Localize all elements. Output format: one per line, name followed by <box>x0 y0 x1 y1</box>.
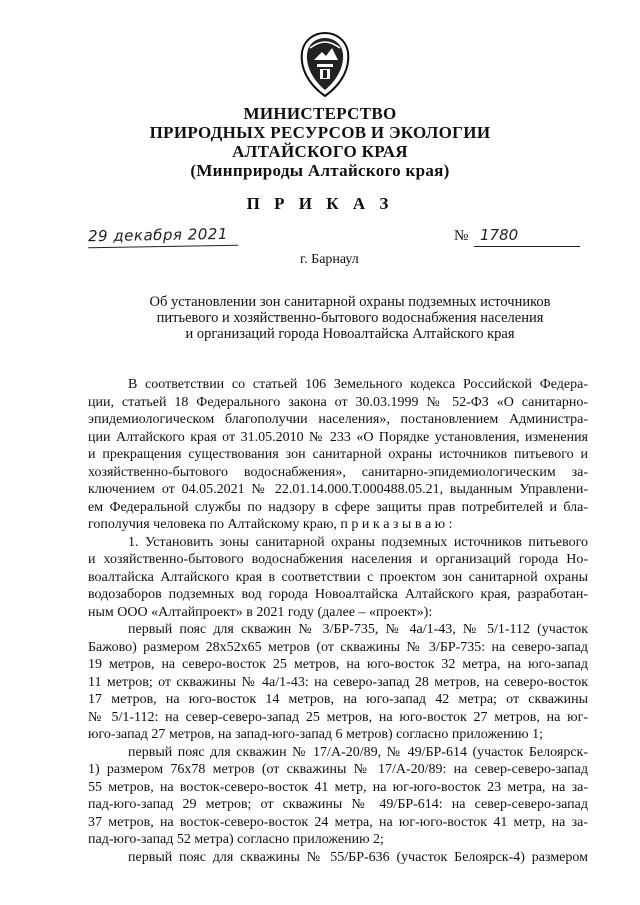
ministry-line: МИНИСТЕРСТВО <box>243 104 397 123</box>
ministry-line: (Минприроды Алтайского края) <box>190 161 450 180</box>
body-line: юго-запад 27 метров, на запад-юго-запад 6 метров) согласно приложению 1; <box>88 727 543 742</box>
order-subject <box>130 294 570 342</box>
handwritten-number: 1780 <box>480 226 519 244</box>
body-line: первый пояс для скважин № 3/БР-735, № 4а/1-43, № 5/1-112 (участок <box>128 622 588 637</box>
body-line: первый пояс для скважин № 17/А-20/89, № 49/БР-614 (участок Белоярск- <box>128 744 588 760</box>
ministry-name <box>0 104 640 180</box>
body-line: Бажово) размером 28x52x65 метров (от скважины № 3/БР-735: на северо-запад <box>88 639 588 655</box>
body-line: пад-юго-запад 52 метра) согласно приложению 2; <box>88 832 384 847</box>
body-line: и хозяйственно-бытового водоснабжения населения и организаций города Но- <box>88 552 588 567</box>
body-line: ции Алтайского края от 31.05.2010 № 233 «О Порядке установления, изменения <box>88 429 588 445</box>
body-line: 37 метров, на восток-северо-восток 24 метра, на юг-юго-восток 41 метр, на за- <box>88 814 588 830</box>
body-line: 55 метров, на восток-северо-восток 41 метр, на юг-юго-восток 23 метра, на за- <box>88 779 588 795</box>
body-line: ным ООО «Алтайпроект» в 2021 году (далее – «проект»): <box>88 604 433 620</box>
subject-line: Об установлении зон санитарной охраны подземных источников <box>149 294 551 310</box>
subject-line: питьевого и хозяйственно-бытового водоснабжения населения <box>156 310 544 326</box>
body-line: 19 метров, на северо-восток 25 метров, на юго-восток 32 метра, на юго-запад <box>88 657 588 672</box>
body-line: пад-юго-запад 29 метров; от скважины № 49/БР-614: на север-северо-запад <box>88 797 588 812</box>
handwritten-date: 29 декабря 2021 <box>88 225 238 249</box>
ministry-line: ПРИРОДНЫХ РЕСУРСОВ И ЭКОЛОГИИ <box>149 123 491 142</box>
body-line: эпидемиологическом благополучии населения», постановлением Администра- <box>88 412 588 427</box>
body-line: хозяйственно-бытового водоснабжения», санитарно-эпидемиологическим за- <box>88 464 588 480</box>
subject-line: и организаций города Новоалтайска Алтайского края <box>185 326 515 342</box>
body-line: воалтайска Алтайского края в соответствии с проектом зон санитарной охраны <box>88 569 588 585</box>
body-line: гополучия человека по Алтайскому краю, п р и к а з ы в а ю : <box>88 517 453 532</box>
body-line: ключением от 04.05.2021 № 22.01.14.000.Т.000488.05.21, выданным Управлени- <box>88 482 588 497</box>
document-type: П Р И К А З <box>246 194 394 213</box>
body-line: В соответствии со статьей 106 Земельного кодекса Российской Федера- <box>128 377 588 392</box>
body-line: и прекращения существования зон санитарной охраны источников питьевого и <box>88 447 588 462</box>
body-line: № 5/1-112: на север-северо-запад 25 метров, на юго-восток 27 метров, на юг- <box>88 709 588 725</box>
city: г. Барнаул <box>300 252 359 267</box>
body-line: водозаборов подземных вод города Новоалтайска Алтайского края, разработан- <box>88 587 588 602</box>
coat-of-arms-emblem <box>296 30 354 100</box>
ministry-line: АЛТАЙСКОГО КРАЯ <box>232 142 408 161</box>
body-line: ции, статьей 18 Федерального закона от 30.03.1999 № 52-ФЗ «О санитарно- <box>88 394 588 410</box>
body-line: 11 метров; от скважины № 4а/1-43: на северо-запад 28 метров, на северо-восток <box>88 674 588 690</box>
body-line: ем Федеральной службы по надзору в сфере защиты прав потребителей и бла- <box>88 499 588 515</box>
body-line: 1) размером 76x78 метров (от скважины № 17/А-20/89: на север-северо-запад <box>88 762 588 777</box>
number-label: № <box>454 228 469 244</box>
order-body <box>88 376 588 866</box>
body-line: 17 метров, на юго-восток 14 метров, на юго-запад 42 метра; от скважины <box>88 692 588 707</box>
body-line: 1. Установить зоны санитарной охраны подземных источников питьевого <box>128 534 588 550</box>
body-line: первый пояс для скважины № 55/БР-636 (участок Белоярск-4) размером <box>128 849 588 865</box>
